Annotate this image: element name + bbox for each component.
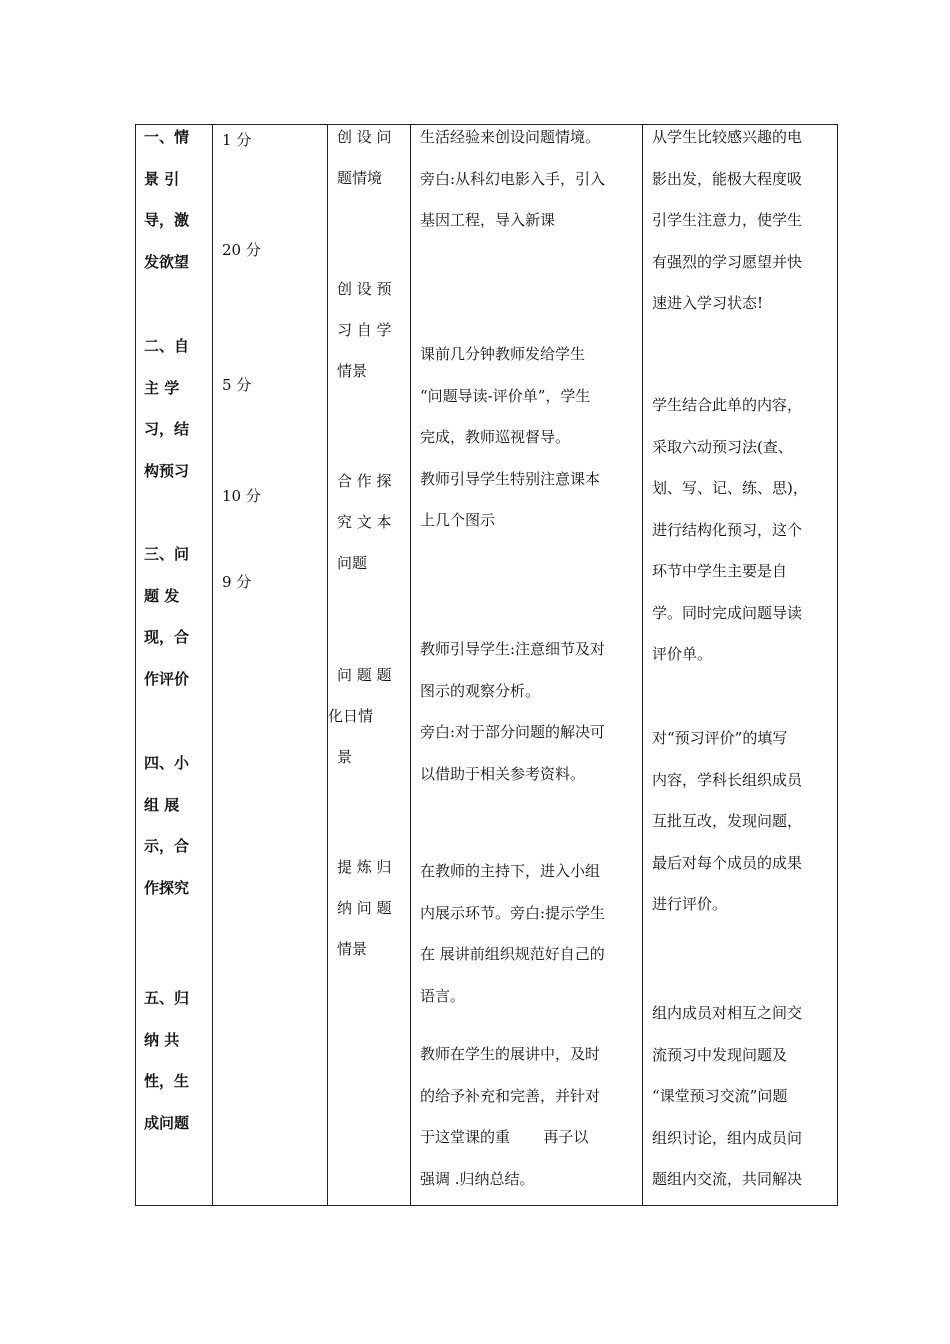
text-line: 进行结构化预习，这个 (652, 520, 803, 539)
text-line: 环节中学生主要是自 (652, 562, 788, 580)
method-line: 问题 (337, 554, 368, 572)
text-line: 教师引导学生特别注意课本 (420, 469, 601, 488)
method-line: 纳 问 题 (337, 899, 392, 917)
stage-line: 五、归 (144, 989, 190, 1007)
text-line: 课前几分钟教师发给学生 (420, 345, 586, 363)
text-line: 以借助于相关参考资料。 (420, 764, 586, 783)
text-line: 采取六动预习法(查、 (652, 437, 793, 456)
method-4 (328, 655, 405, 778)
time-1: 1 分 (222, 131, 252, 149)
text-line: 上几个图示 (420, 511, 496, 529)
text-line: 组内成员对相互之间交 (652, 1004, 803, 1022)
text-line: 旁白:对于部分问题的解决可 (420, 723, 606, 741)
teacher-activity-4 (420, 851, 635, 1017)
stage-3 (144, 534, 206, 700)
text-line: 有强烈的学习愿望并快 (652, 252, 803, 271)
teacher-activity-1 (420, 117, 635, 242)
stage-line: 构预习 (144, 461, 190, 480)
text-line: “课堂预习交流”问题 (652, 1087, 788, 1105)
text-line: 教师在学生的展讲中，及时 (420, 1045, 601, 1063)
text-line: 强调 .归纳总结。 (420, 1169, 535, 1188)
time-2: 20 分 (222, 241, 261, 259)
stage-2 (144, 326, 206, 492)
student-activity-3 (652, 718, 829, 926)
text-line: 生活经验来创设问题情境。 (420, 128, 601, 146)
stage-line: 四、小 (144, 754, 190, 772)
teacher-activity-2 (420, 334, 635, 542)
text-line: 划、写、记、练、思)， (652, 479, 808, 497)
text-line: 流预习中发现问题及 (652, 1045, 788, 1064)
student-activity-1 (652, 117, 829, 325)
method-line: 题情境 (337, 169, 383, 187)
text-line: 学生结合此单的内容， (652, 396, 803, 414)
stage-line: 习，结 (144, 420, 190, 438)
time-4: 10 分 (222, 487, 261, 505)
stage-line: 作探究 (144, 878, 190, 897)
time-3: 5 分 (222, 376, 252, 394)
text-line: 学。同时完成问题导读 (652, 603, 803, 622)
method-line: 景 (337, 748, 353, 766)
stage-line: 三、问 (144, 545, 190, 563)
stage-line: 二、自 (144, 337, 190, 355)
stage-line: 作评价 (144, 669, 190, 688)
stage-4 (144, 743, 206, 909)
text-line: 组织讨论，组内成员问 (652, 1128, 803, 1147)
teacher-activity-5 (420, 1034, 635, 1200)
method-5 (337, 847, 405, 970)
method-line: 化日情 (328, 707, 374, 725)
method-3 (337, 461, 405, 584)
method-line: 习 自 学 (337, 321, 392, 339)
text-line: 题组内交流，共同解决 (652, 1170, 803, 1188)
stage-line: 纳 共 (144, 1030, 180, 1049)
text-line: 在 展讲前组织规范好自己的 (420, 945, 605, 963)
method-line: 合 作 探 (337, 472, 392, 490)
method-1 (337, 117, 405, 199)
column-divider (410, 125, 411, 1205)
method-line: 情景 (337, 362, 368, 380)
text-line: 语言。 (420, 986, 466, 1005)
method-line: 提 炼 归 (337, 858, 392, 876)
text-line: 从学生比较感兴趣的电 (652, 128, 803, 146)
stage-line: 景 引 (144, 169, 180, 188)
method-line: 创 设 预 (337, 280, 392, 298)
method-2 (337, 269, 405, 392)
method-line: 问 题 题 (337, 666, 392, 684)
method-line: 情景 (337, 940, 368, 958)
student-activity-2 (652, 385, 829, 676)
stage-line: 现，合 (144, 628, 190, 646)
time-5: 9 分 (222, 573, 252, 591)
text-line: 互批互改，发现问题， (652, 812, 803, 830)
stage-line: 题 发 (144, 586, 180, 605)
stage-line: 成问题 (144, 1113, 190, 1132)
stage-line: 导，激 (144, 211, 190, 229)
student-activity-4 (652, 993, 829, 1201)
text-line: 完成，教师巡视督导。 (420, 428, 571, 446)
text-line: 最后对每个成员的成果 (652, 853, 803, 872)
stage-line: 组 展 (144, 795, 180, 814)
text-line: “问题导读-评价单”，学生 (420, 386, 591, 405)
text-line: 评价单。 (652, 645, 713, 663)
text-line: 影出发，能极大程度吸 (652, 169, 803, 188)
text-line: 内容，学科长组织成员 (652, 770, 803, 789)
column-divider (212, 125, 213, 1205)
text-line: 图示的观察分析。 (420, 681, 541, 700)
stage-line: 主 学 (144, 378, 180, 397)
text-line: 的给予补充和完善，并针对 (420, 1086, 601, 1105)
text-line: 旁白:从科幻电影入手，引入 (420, 169, 606, 188)
text-line: 于这堂课的重 再子以 (420, 1128, 589, 1146)
text-line: 教师引导学生:注意细节及对 (420, 640, 606, 658)
text-line: 引学生注意力，使学生 (652, 211, 803, 229)
stage-line: 示，合 (144, 837, 190, 855)
text-line: 内展示环节。旁白:提示学生 (420, 903, 606, 922)
column-divider (642, 125, 643, 1205)
method-line: 究 文 本 (337, 513, 392, 531)
stage-line: 性，生 (144, 1072, 190, 1090)
text-line: 对“预习评价”的填写 (652, 729, 788, 747)
text-line: 在教师的主持下，进入小组 (420, 862, 601, 880)
stage-line: 发欲望 (144, 252, 190, 271)
teacher-activity-3 (420, 629, 635, 795)
method-line: 创 设 问 (337, 128, 392, 146)
text-line: 进行评价。 (652, 895, 728, 913)
column-divider (327, 125, 328, 1205)
stage-column (144, 117, 206, 283)
text-line: 速进入学习状态! (652, 294, 764, 312)
text-line: 基因工程，导入新课 (420, 211, 556, 229)
stage-5 (144, 978, 206, 1144)
stage-line: 一、情 (144, 128, 190, 146)
stage-1 (144, 117, 206, 283)
